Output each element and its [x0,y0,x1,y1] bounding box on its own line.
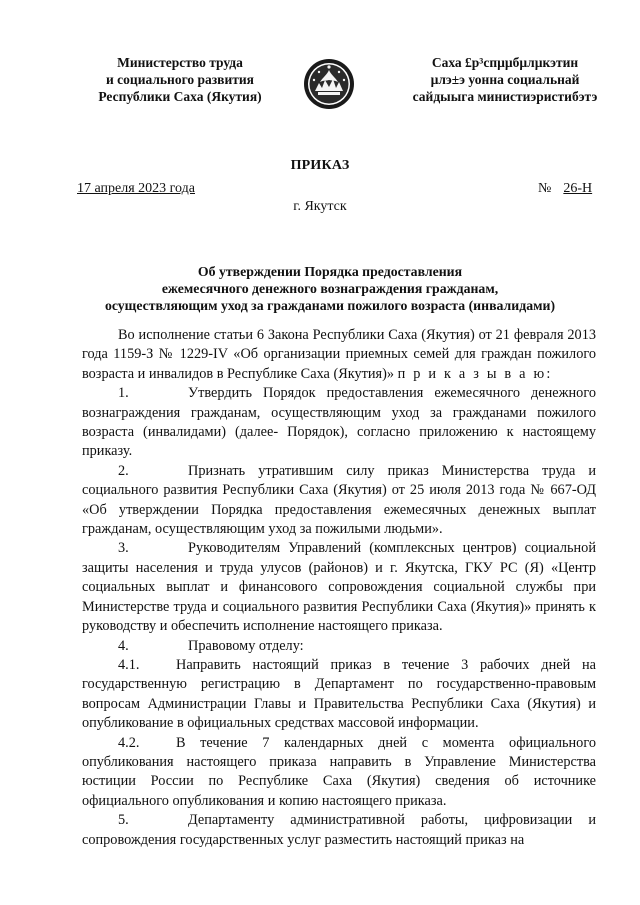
order-item [82,811,596,850]
order-number [538,181,592,197]
ministry-line: Министерство труда [117,55,243,70]
order-subitem [82,656,596,734]
order-item [82,384,596,462]
intro-paragraph [82,326,596,384]
ministry-line: сайдыыга министиэристибэтэ [412,89,598,104]
order-number-value: 26-Н [563,181,593,196]
order-date: 17 апреля 2023 года [77,181,195,196]
item-number: 5. [118,812,129,829]
number-sign: № [538,181,552,196]
order-subject [60,263,600,314]
ministry-name-yakut [380,54,630,105]
item-text: В течение 7 календарных дней с момента официального опубликования настоящего приказа направить в Управление Министерства юстиции России по Республике Саха (Якутия) сведения об источнике официального опубликования и копию настоящего приказа. [82,734,596,809]
subject-line: ежемесячного денежного вознаграждения гражданам, [161,281,499,296]
item-number: 2. [118,462,129,479]
item-text: Утвердить Порядок предоставления ежемесячного денежного вознаграждения гражданам, осуществляющим уход за гражданами пожилого возраста (инвалидами) (далее- Порядок), согласно приложению к настоящему приказу. [82,385,596,460]
subject-line: осуществляющим уход за гражданами пожилого возраста (инвалидами) [104,298,556,313]
order-body [82,326,596,850]
ministry-line: и социального развития [106,72,254,87]
emblem-icon [303,58,355,110]
intro-text: Во исполнение статьи 6 Закона Республики Саха (Якутия) от 21 февраля 2013 года 1159-З № 1229-IV «Об организации приемных семей для граждан пожилого возраста и инвалидов в Республике Саха (Якутия)» [82,327,596,382]
order-city: г. Якутск [293,199,347,214]
order-subitem [82,734,596,812]
item-text: Направить настоящий приказ в течение 3 рабочих дней на государственную регистрацию в Департамент по государственно-правовым вопросам Администрации Главы и Правительства Республики Саха (Якутия) и опубликование в официальных средствах массовой информации. [82,656,596,732]
order-item [82,637,596,656]
ministry-line: Саха £р³спµµбµлµкэтин [431,55,579,70]
order-title: ПРИКАЗ [290,158,350,173]
item-number: 4. [118,637,129,654]
order-item [82,539,596,636]
item-number: 4.2. [118,734,140,751]
item-number: 3. [118,540,129,557]
order-item [82,462,596,540]
item-text: Департаменту административной работы, цифровизации и сопровождения государственных услуг разместить настоящий приказ на [82,812,596,848]
subject-line: Об утверждении Порядка предоставления [197,264,463,279]
item-text: Руководителям Управлений (комплексных центров) социальной защиты населения и труда улусов (районов) и г. Якутска, ГКУ РС (Я) «Центр социальных выплат и финансового сопровождения социальной службы при Министерстве труда и социального развития Республики Саха (Якутия)» принять к руководству и обеспечить исполнение настоящего приказа. [82,540,596,635]
item-number: 4.1. [118,656,140,673]
item-text: Признать утратившим силу приказ Министерства труда и социального развития Республики Саха (Якутия) от 25 июля 2013 года № 667-ОД «Об утверждении Порядка предоставления ежемесячных денежных выплат гражданам, осуществляющим уход за пожилыми людьми». [82,462,596,538]
ministry-line: µлэ±э уонна социальнай [430,72,580,87]
ministry-line: Республики Саха (Якутия) [98,89,262,104]
ministry-name-russian [70,54,290,105]
order-word: п р и к а з ы в а ю: [397,365,553,382]
item-text: Правовому отделу: [188,637,304,654]
item-number: 1. [118,385,129,402]
